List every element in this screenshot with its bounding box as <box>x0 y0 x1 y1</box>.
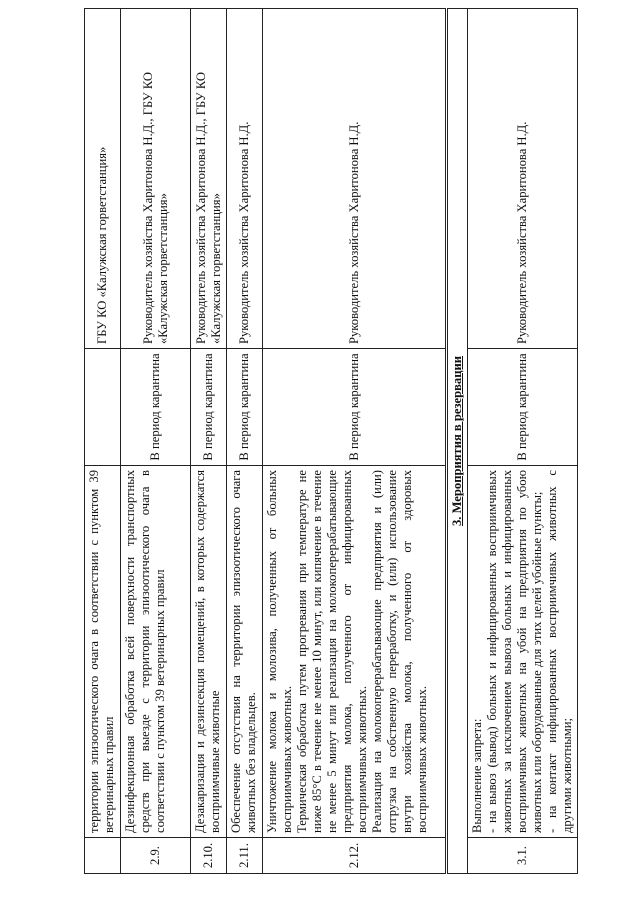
row-number: 2.10. <box>191 838 227 874</box>
row-number: 2.12. <box>263 838 447 874</box>
table-row <box>227 9 263 874</box>
table-row <box>85 9 121 874</box>
table-row <box>468 9 578 874</box>
row-number <box>85 838 121 874</box>
responsible-cell: Руководитель хозяйства Харитонова Н.Д. <box>468 9 578 349</box>
measure-text: Дезакаризация и дезинсекция помещений, в которых содержатся восприимчивые животные <box>191 466 227 838</box>
section-heading-row <box>447 9 468 874</box>
row-number: 3.1. <box>468 838 578 874</box>
responsible-cell: ГБУ КО «Калужская горветстанция» <box>85 9 121 349</box>
deadline-cell: В период карантина <box>121 349 191 466</box>
quarantine-measures-table <box>84 8 578 874</box>
deadline-cell: В период карантина <box>227 349 263 466</box>
deadline-cell <box>85 349 121 466</box>
responsible-cell: Руководитель хозяйства Харитонова Н.Д., ГБУ КО «Калужская горветстанция» <box>121 9 191 349</box>
deadline-cell: В период карантина <box>468 349 578 466</box>
table-row <box>191 9 227 874</box>
responsible-cell: Руководитель хозяйства Харитонова Н.Д. <box>263 9 447 349</box>
measure-text: Выполнение запрета: - на вывоз (вывод) больных и инфицированных восприимчивых животных за исключением вывоза больных и инфицированных восприимчивых животных на убой на предприятия по убою животных или оборудованные для этих целей убойные пункты; - на контакт инфицированных восприимчивых животных с другими животными; <box>468 466 578 838</box>
row-number: 2.9. <box>121 838 191 874</box>
deadline-cell: В период карантина <box>263 349 447 466</box>
table-row <box>263 9 447 874</box>
measure-text: Уничтожение молока и молозива, полученных от больных восприимчивых животных. Термическая обработка путем прогревания при температуре не ниже 85°С в течение не менее 10 минут, или кипячение в течение не менее 5 минут или реализация на молокоперерабатывающие предприятия молока, полученного от инфицированных восприимчивых животных. Реализация на молокоперерабатывающие предприятия и (или) отгрузка на собственную переработку, и (или) использование внутри хозяйства молока, полученного от здоровых восприимчивых животных. <box>263 466 447 838</box>
responsible-cell: Руководитель хозяйства Харитонова Н.Д., ГБУ КО «Калужская горветстанция» <box>191 9 227 349</box>
row-number: 2.11. <box>227 838 263 874</box>
measure-text: Обеспечение отсутствия на территории эпизоотического очага животных без владельцев. <box>227 466 263 838</box>
measure-text: территории эпизоотического очага в соответствии с пунктом 39 ветеринарных правил <box>85 466 121 838</box>
measure-text: Дезинфекционная обработка всей поверхности транспортных средств при выезде с территории эпизоотического очага в соответствии с пунктом 39 ветеринарных правил <box>121 466 191 838</box>
table-row <box>121 9 191 874</box>
deadline-cell: В период карантина <box>191 349 227 466</box>
responsible-cell: Руководитель хозяйства Харитонова Н.Д. <box>227 9 263 349</box>
section-title: 3. Мероприятия в резервации <box>447 9 468 874</box>
